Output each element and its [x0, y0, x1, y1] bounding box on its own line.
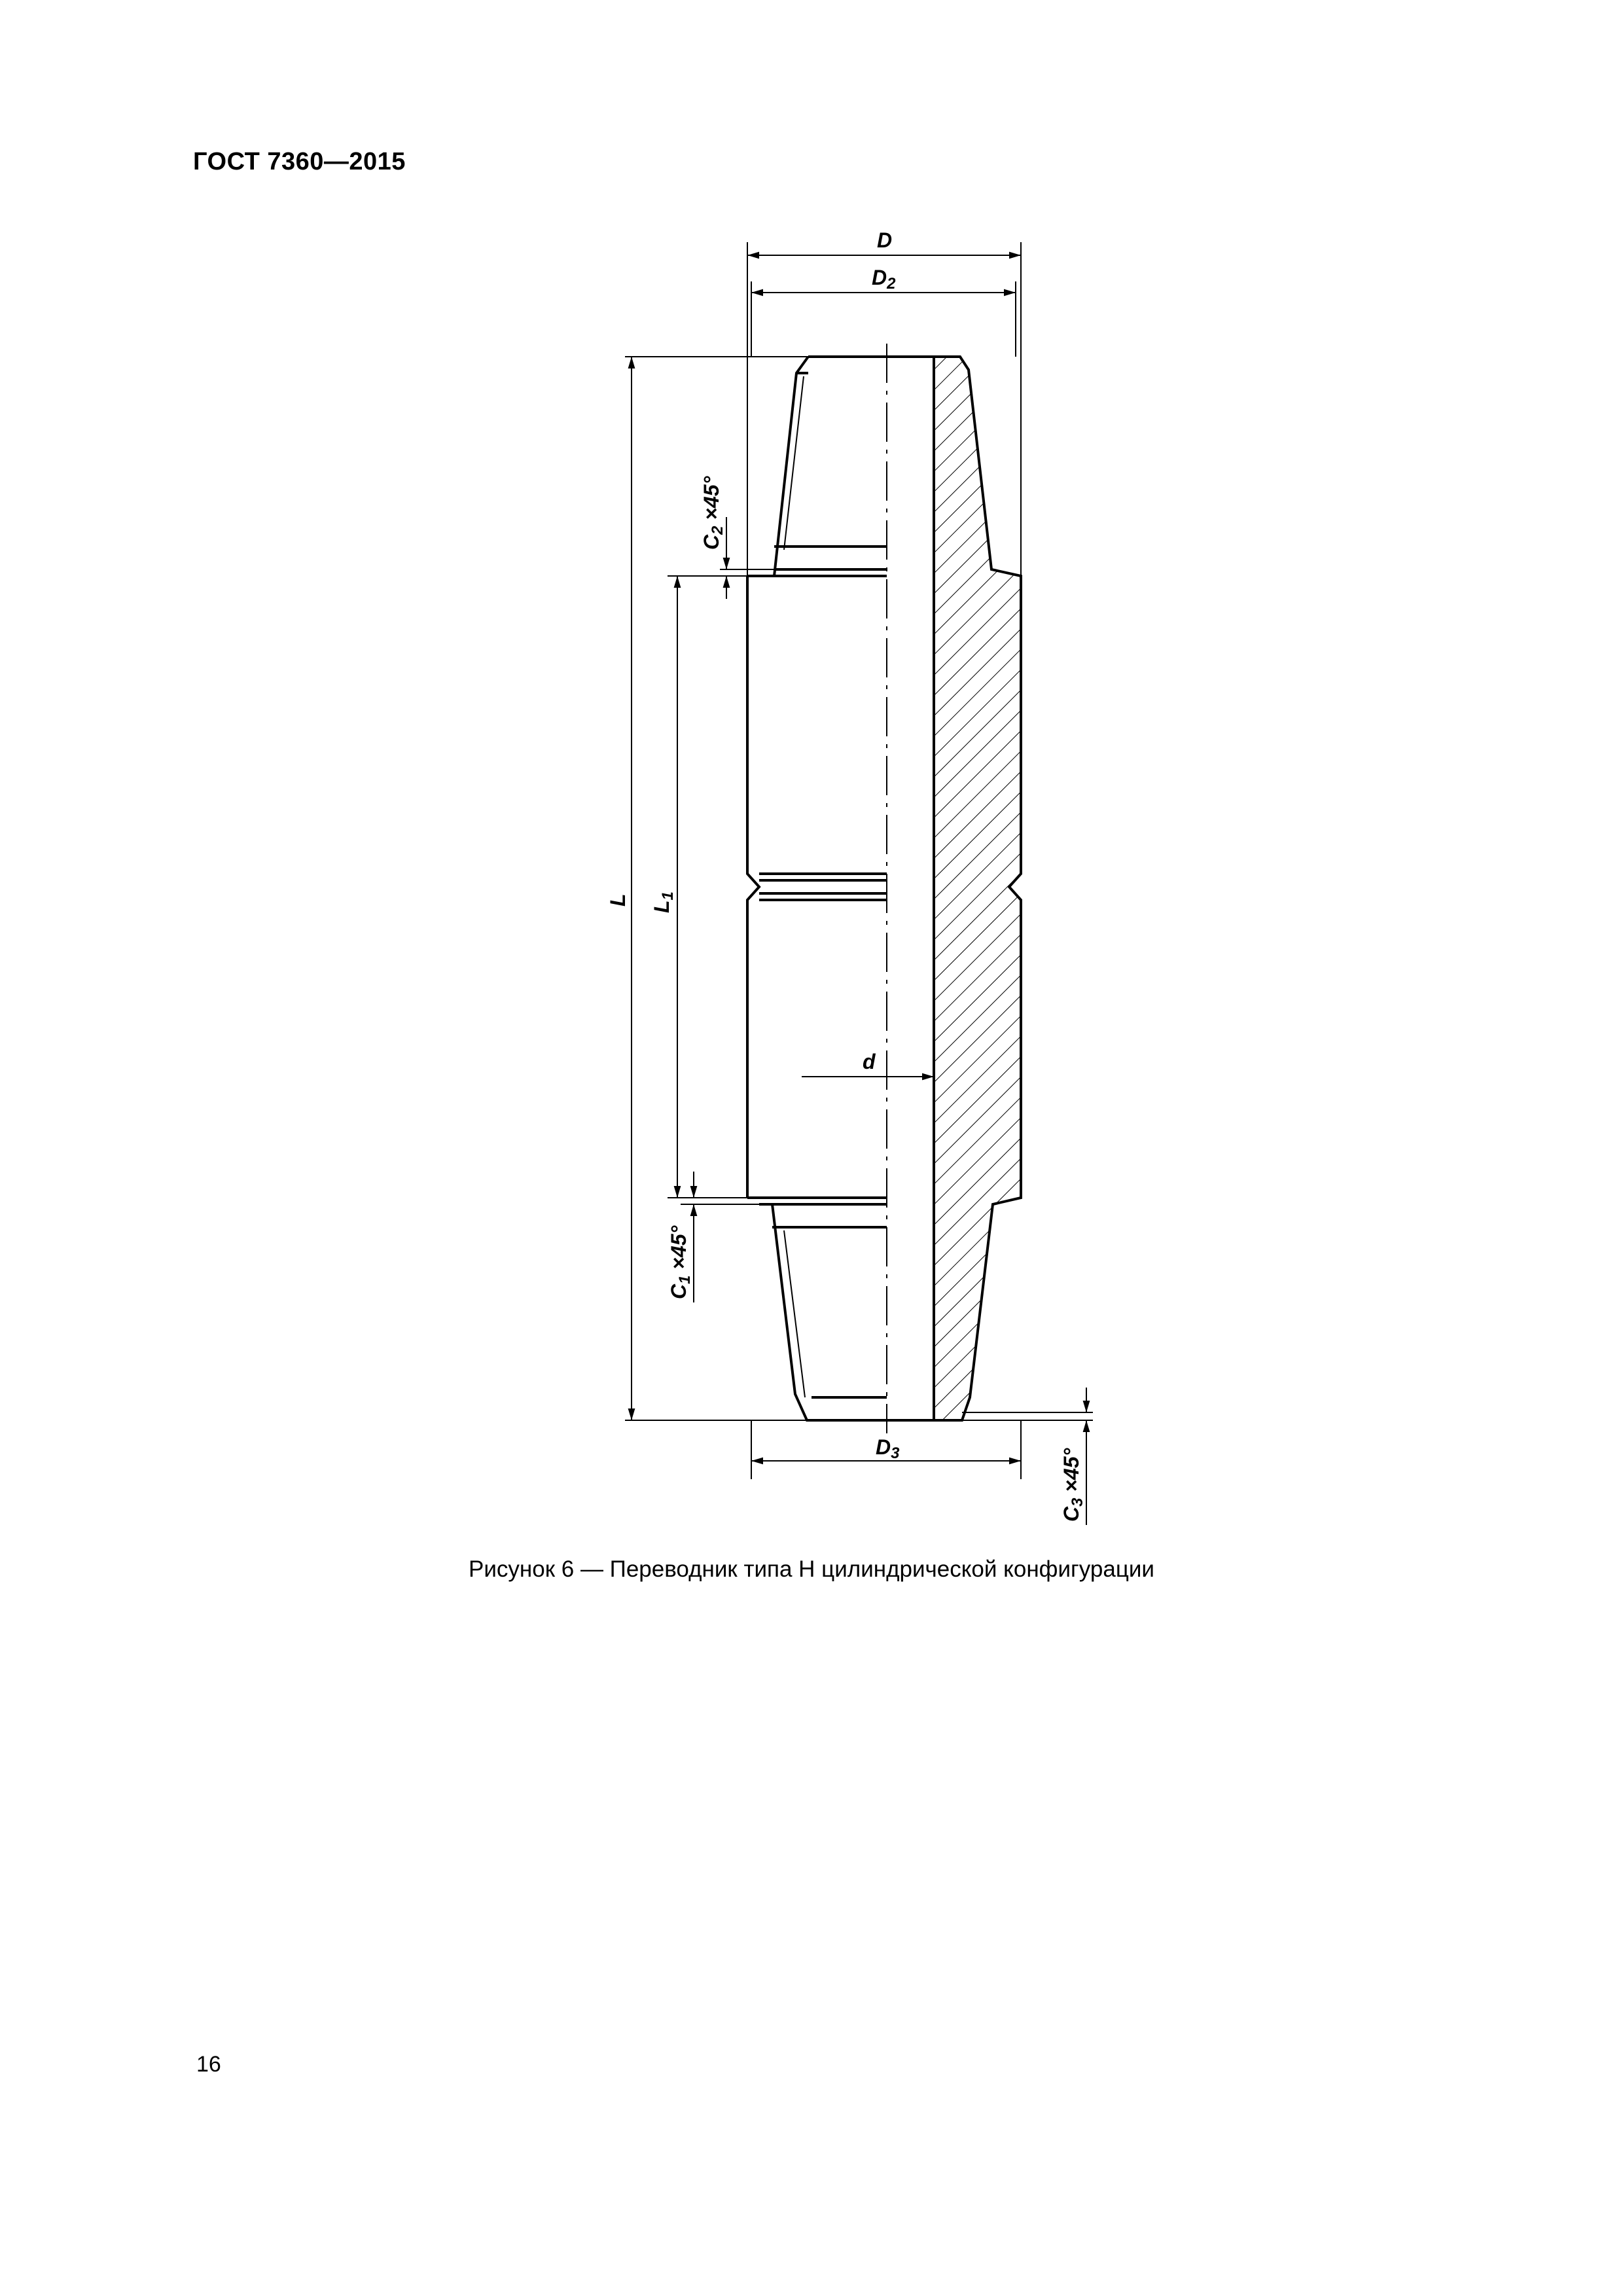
dim-label-D: D	[877, 228, 893, 252]
dim-label-D3: D3	[876, 1435, 900, 1462]
part-outline	[747, 357, 934, 1420]
figure-caption: Рисунок 6 — Переводник типа Н цилиндрической конфигурации	[469, 1556, 1154, 1582]
dim-label-d: d	[863, 1050, 876, 1073]
dim-label-D2: D2	[872, 266, 896, 293]
dim-label-L: L	[606, 893, 630, 906]
document-header: ГОСТ 7360—2015	[193, 148, 406, 175]
dim-label-C2: C2 ×45°	[700, 476, 726, 550]
dim-label-C3: C3 ×45°	[1060, 1448, 1086, 1522]
extension-lines	[625, 242, 1093, 1479]
dim-label-L1: L1	[650, 891, 677, 913]
dimension-lines	[632, 255, 1086, 1525]
hatched-section	[934, 357, 1021, 1420]
page-number: 16	[196, 2052, 221, 2077]
dim-label-C1: C1 ×45°	[667, 1225, 694, 1299]
